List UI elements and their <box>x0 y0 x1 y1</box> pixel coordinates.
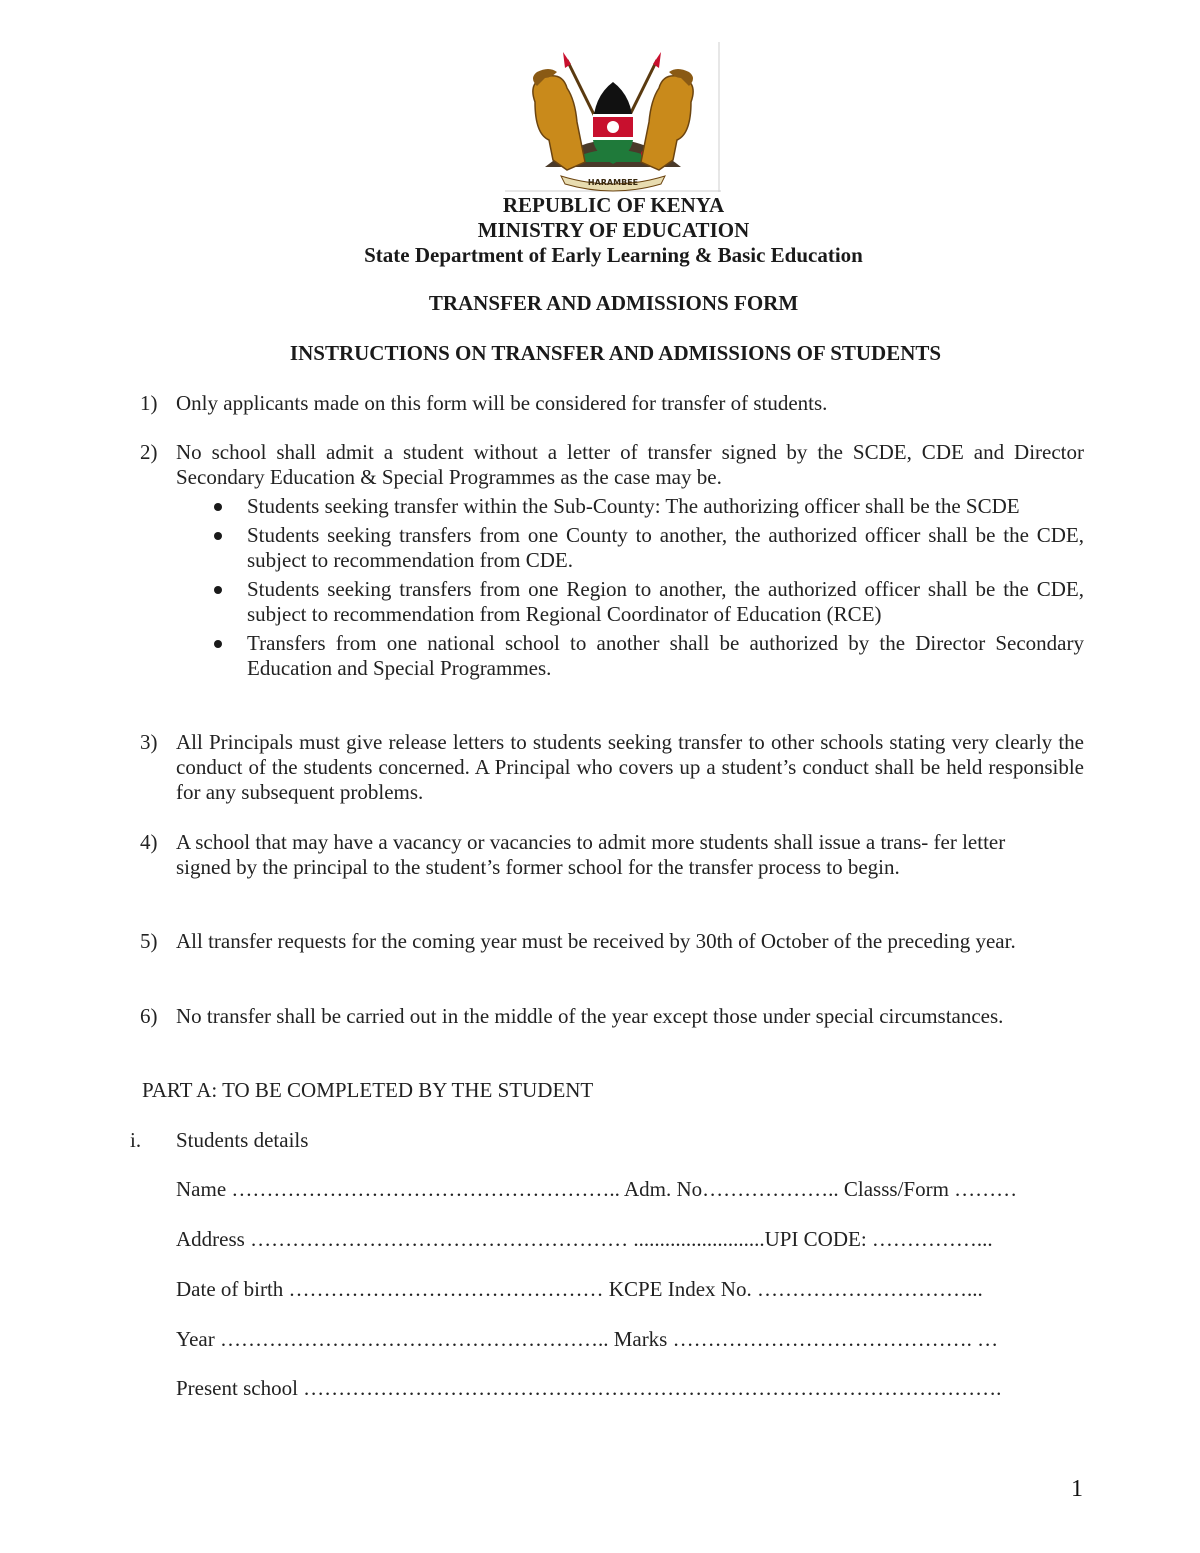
section-number: i. <box>130 1128 142 1152</box>
instruction-text: No transfer shall be carried out in the middle of the year except those under special circumstances. <box>176 1004 1004 1028</box>
bullet-list <box>247 494 1084 681</box>
bullet-item: Transfers from one national school to another shall be authorized by the Director Secondary Education and Special Programmes. <box>247 631 1084 680</box>
instruction-text: Only applicants made on this form will be considered for transfer of students. <box>176 391 828 415</box>
section-label: Students details <box>176 1128 309 1152</box>
bullet-item: Students seeking transfer within the Sub-County: The authorizing officer shall be the SCDE <box>247 494 1084 519</box>
name-field-line[interactable]: Name ……………………………………………….. Adm. No……………….. Classs/Form ……… <box>176 1177 1018 1201</box>
instruction-number: 3) <box>140 730 158 754</box>
bullet-item: Students seeking transfers from one Region to another, the authorized officer shall be the CDE, subject to recommendation from Regional Coordinator of Education (RCE) <box>247 577 1084 626</box>
instruction-text: All Principals must give release letters to students seeking transfer to other schools stating very clearly the conduct of the students concerned. A Principal who covers up a student’s conduct shall be held responsible for any subsequent problems. <box>176 730 1084 804</box>
letterhead <box>0 193 1200 268</box>
bullet-item: Students seeking transfers from one County to another, the authorized officer shall be the CDE, subject to recommendation from CDE. <box>247 523 1084 572</box>
coat-of-arms-icon <box>505 42 721 192</box>
instruction-number: 6) <box>140 1004 158 1028</box>
instruction-number: 1) <box>140 391 158 415</box>
address-field-line[interactable]: Address ……………………………………………… .........................UPI CODE: ……………... <box>176 1227 993 1251</box>
department-name: State Department of Early Learning & Basic Education <box>364 243 863 267</box>
ministry-name: MINISTRY OF EDUCATION <box>477 218 750 242</box>
svg-text:HARAMBEE: HARAMBEE <box>587 178 639 187</box>
country-name: REPUBLIC OF KENYA <box>502 193 725 217</box>
instructions-title: INSTRUCTIONS ON TRANSFER AND ADMISSIONS OF STUDENTS <box>289 341 942 365</box>
dob-field-line[interactable]: Date of birth ……………………………………… KCPE Index No. …………………………... <box>176 1277 983 1301</box>
instruction-text: No school shall admit a student without a letter of transfer signed by the SCDE, CDE and Director Secondary Education & Special Programmes as the case may be. <box>176 440 1084 489</box>
instruction-text: A school that may have a vacancy or vacancies to admit more students shall issue a trans- fer letter signed by the principal to the student’s former school for the transfer process to begin. <box>176 830 1006 879</box>
instruction-text: All transfer requests for the coming year must be received by 30th of October of the preceding year. <box>176 929 1016 953</box>
present-school-field-line[interactable]: Present school ………………………………………………………………………………………. <box>176 1376 1002 1400</box>
page-number: 1 <box>1071 1476 1083 1502</box>
form-title: TRANSFER AND ADMISSIONS FORM <box>428 291 799 315</box>
part-a-heading: PART A: TO BE COMPLETED BY THE STUDENT <box>142 1078 594 1102</box>
year-field-line[interactable]: Year ……………………………………………….. Marks ……………………………………. … <box>176 1327 999 1351</box>
instruction-number: 4) <box>140 830 158 854</box>
instruction-number: 2) <box>140 440 158 464</box>
instruction-number: 5) <box>140 929 158 953</box>
